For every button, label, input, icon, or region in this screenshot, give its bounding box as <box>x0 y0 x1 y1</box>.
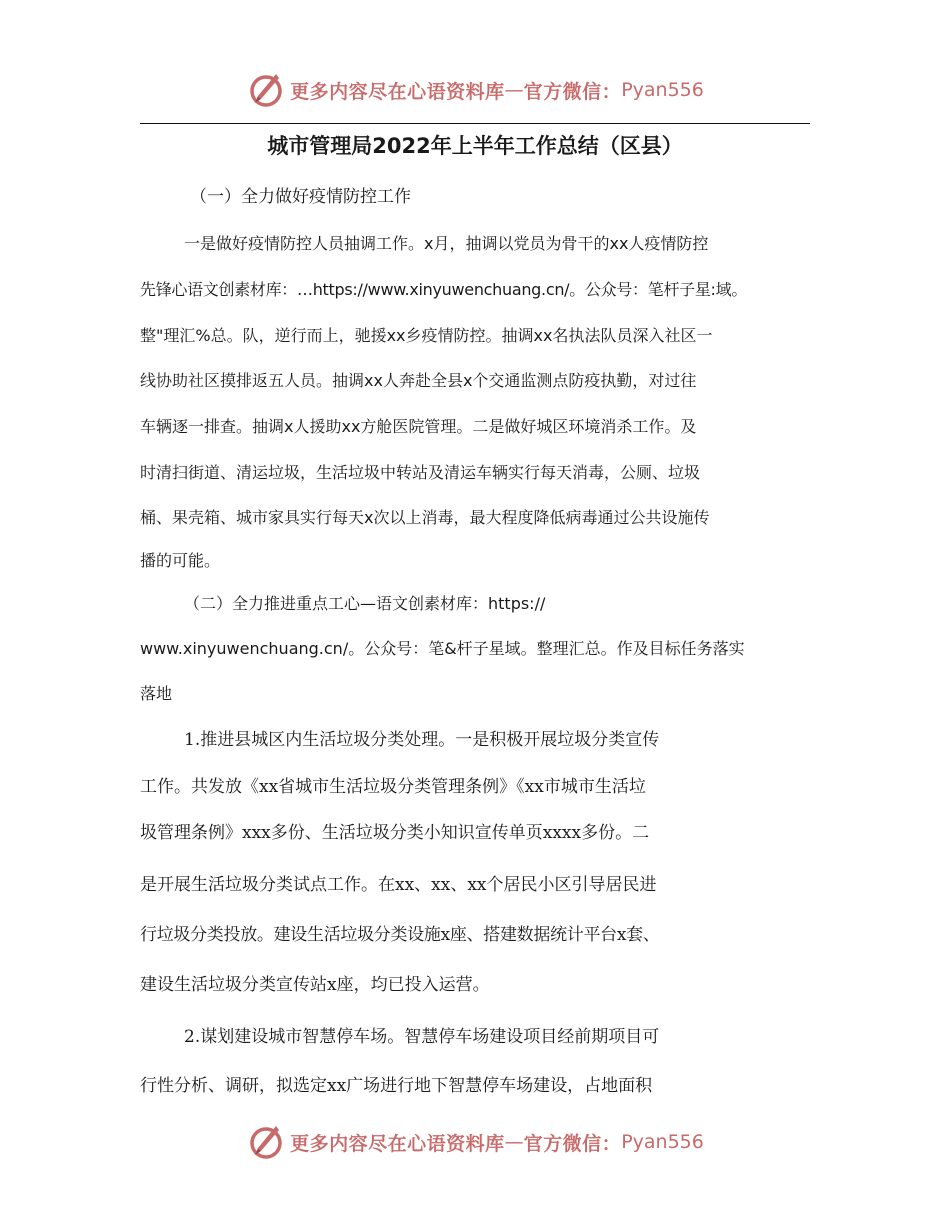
footer-watermark <box>0 1120 950 1164</box>
paragraph-line: 工作。共发放《xx省城市生活垃圾分类管理条例》《xx市城市生活垃 <box>140 777 646 797</box>
paragraph-line: 行垃圾分类投放。建设生活垃圾分类设施x座、搭建数据统计平台x套、 <box>140 925 660 945</box>
paragraph-line: 整"理汇%总。队，逆行而上，驰援xx乡疫情防控。抽调xx名执法队员深入社区一 <box>140 326 713 345</box>
paragraph-line: 行性分析、调研，拟选定xx广场进行地下智慧停车场建设，占地面积 <box>140 1076 653 1096</box>
quill-logo-icon <box>246 1122 286 1162</box>
header-watermark <box>0 68 950 112</box>
document-title: 城市管理局2022年上半年工作总结（区县） <box>267 134 683 158</box>
contact-id: Pyan556 <box>621 1131 704 1153</box>
section-heading-2: （二）全力推进重点工心—语文创素材库：https:// <box>184 594 546 613</box>
contact-label: 官方微信： <box>523 80 622 103</box>
paragraph-line: 一是做好疫情防控人员抽调工作。x月，抽调以党员为骨干的xx人疫情防控 <box>184 234 709 253</box>
separator: — <box>504 79 524 101</box>
paragraph-line: 先锋心语文创素材库：…https://www.xinyuwenchuang.cn/。公众号：笔杆子星:域。 <box>140 280 748 299</box>
paragraph-line: 线协助社区摸排返五人员。抽调xx人奔赴全县x个交通监测点防疫执勤，对过往 <box>140 371 697 390</box>
paragraph-line: 播的可能。 <box>140 551 221 570</box>
paragraph-line: 桶、果壳箱、城市家具实行每天x次以上消毒，最大程度降低病毒通过公共设施传 <box>140 508 710 527</box>
paragraph-line: 车辆逐一排查。抽调x人援助xx方舱医院管理。二是做好城区环境消杀工作。及 <box>140 417 697 436</box>
paragraph-line: 建设生活垃圾分类宣传站x座，均已投入运营。 <box>140 975 490 995</box>
paragraph-line: 时清扫街道、清运垃圾，生活垃圾中转站及清运车辆实行每天消毒，公厕、垃圾 <box>140 463 701 482</box>
paragraph-line: 是开展生活垃圾分类试点工作。在xx、xx、xx个居民小区引导居民进 <box>140 875 657 895</box>
separator: — <box>504 1131 524 1153</box>
contact-label: 官方微信： <box>523 1132 622 1155</box>
paragraph-line: 落地 <box>140 684 173 703</box>
brand-text: 更多内容尽在心语资料库 <box>290 80 505 103</box>
brand-text: 更多内容尽在心语资料库 <box>290 1132 505 1155</box>
paragraph-line: www.xinyuwenchuang.cn/。公众号：笔&杆子星域。整理汇总。作及目标任务落实 <box>140 639 745 658</box>
paragraph-line: 圾管理条例》xxx多份、生活垃圾分类小知识宣传单页xxxx多份。二 <box>140 823 650 843</box>
paragraph-line: 1.推进县城区内生活垃圾分类处理。一是积极开展垃圾分类宣传 <box>184 730 660 750</box>
contact-id: Pyan556 <box>621 79 704 101</box>
header-rule <box>140 123 810 124</box>
paragraph-line: 2.谋划建设城市智慧停车场。智慧停车场建设项目经前期项目可 <box>184 1027 660 1047</box>
section-heading-1: （一）全力做好疫情防控工作 <box>190 187 411 207</box>
quill-logo-icon <box>246 70 286 110</box>
